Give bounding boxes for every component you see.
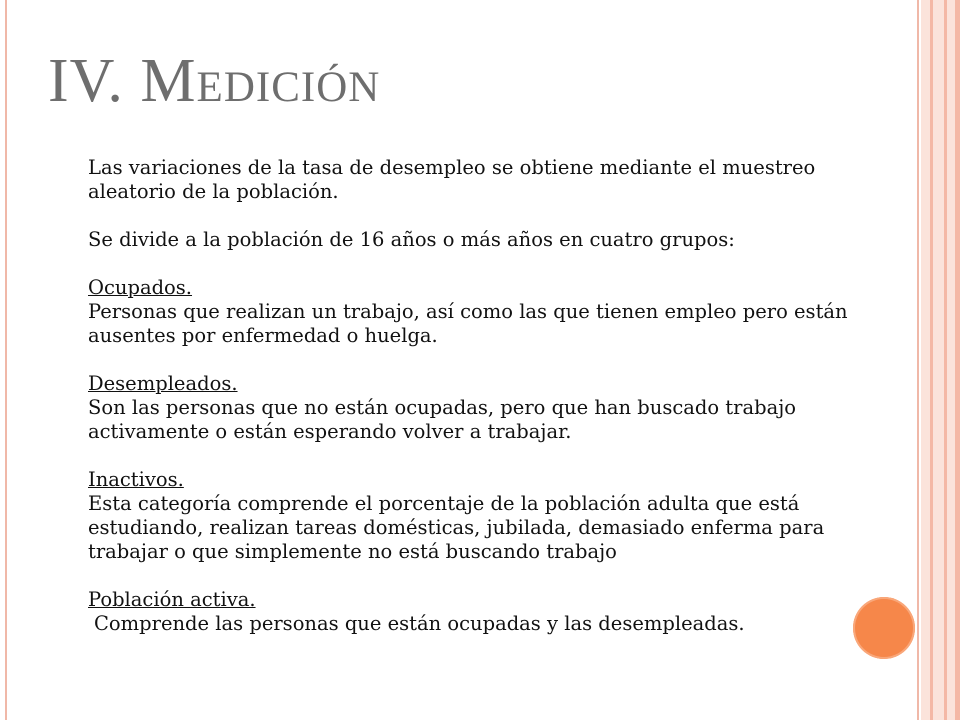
spacer xyxy=(88,348,888,372)
slide-title: IV. Medición xyxy=(48,47,381,115)
intro-paragraph: Las variaciones de la tasa de desempleo se obtiene mediante el muestreo aleatorio de la población. xyxy=(88,156,816,203)
spacer xyxy=(88,564,888,588)
decorative-stripe xyxy=(955,0,960,720)
spacer xyxy=(88,444,888,468)
section-text-desempleados: Son las personas que no están ocupadas, pero que han buscado trabajo activamente o están esperando volver a trabajar. xyxy=(88,396,796,443)
accent-circle xyxy=(853,597,915,659)
section-heading-ocupados: Ocupados. xyxy=(88,276,193,299)
section-heading-poblacion-activa: Población activa. xyxy=(88,588,256,611)
spacer xyxy=(88,204,888,228)
decorative-stripe xyxy=(947,0,955,720)
section-heading-inactivos: Inactivos. xyxy=(88,468,184,491)
groups-paragraph: Se divide a la población de 16 años o más años en cuatro grupos: xyxy=(88,228,735,251)
slide-body xyxy=(88,156,888,636)
section-text-ocupados: Personas que realizan un trabajo, así como las que tienen empleo pero están ausentes por enfermedad o huelga. xyxy=(88,300,848,347)
spacer xyxy=(88,252,888,276)
decorative-stripe xyxy=(921,0,930,720)
section-text-inactivos: Esta categoría comprende el porcentaje de la población adulta que está estudiando, realizan tareas domésticas, jubilada, demasiado enferma para trabajar o que simplemente no está buscando trabajo xyxy=(88,492,825,563)
decorative-stripe xyxy=(933,0,944,720)
section-heading-desempleados: Desempleados. xyxy=(88,372,238,395)
section-text-poblacion-activa: Comprende las personas que están ocupadas y las desempleadas. xyxy=(94,612,745,635)
